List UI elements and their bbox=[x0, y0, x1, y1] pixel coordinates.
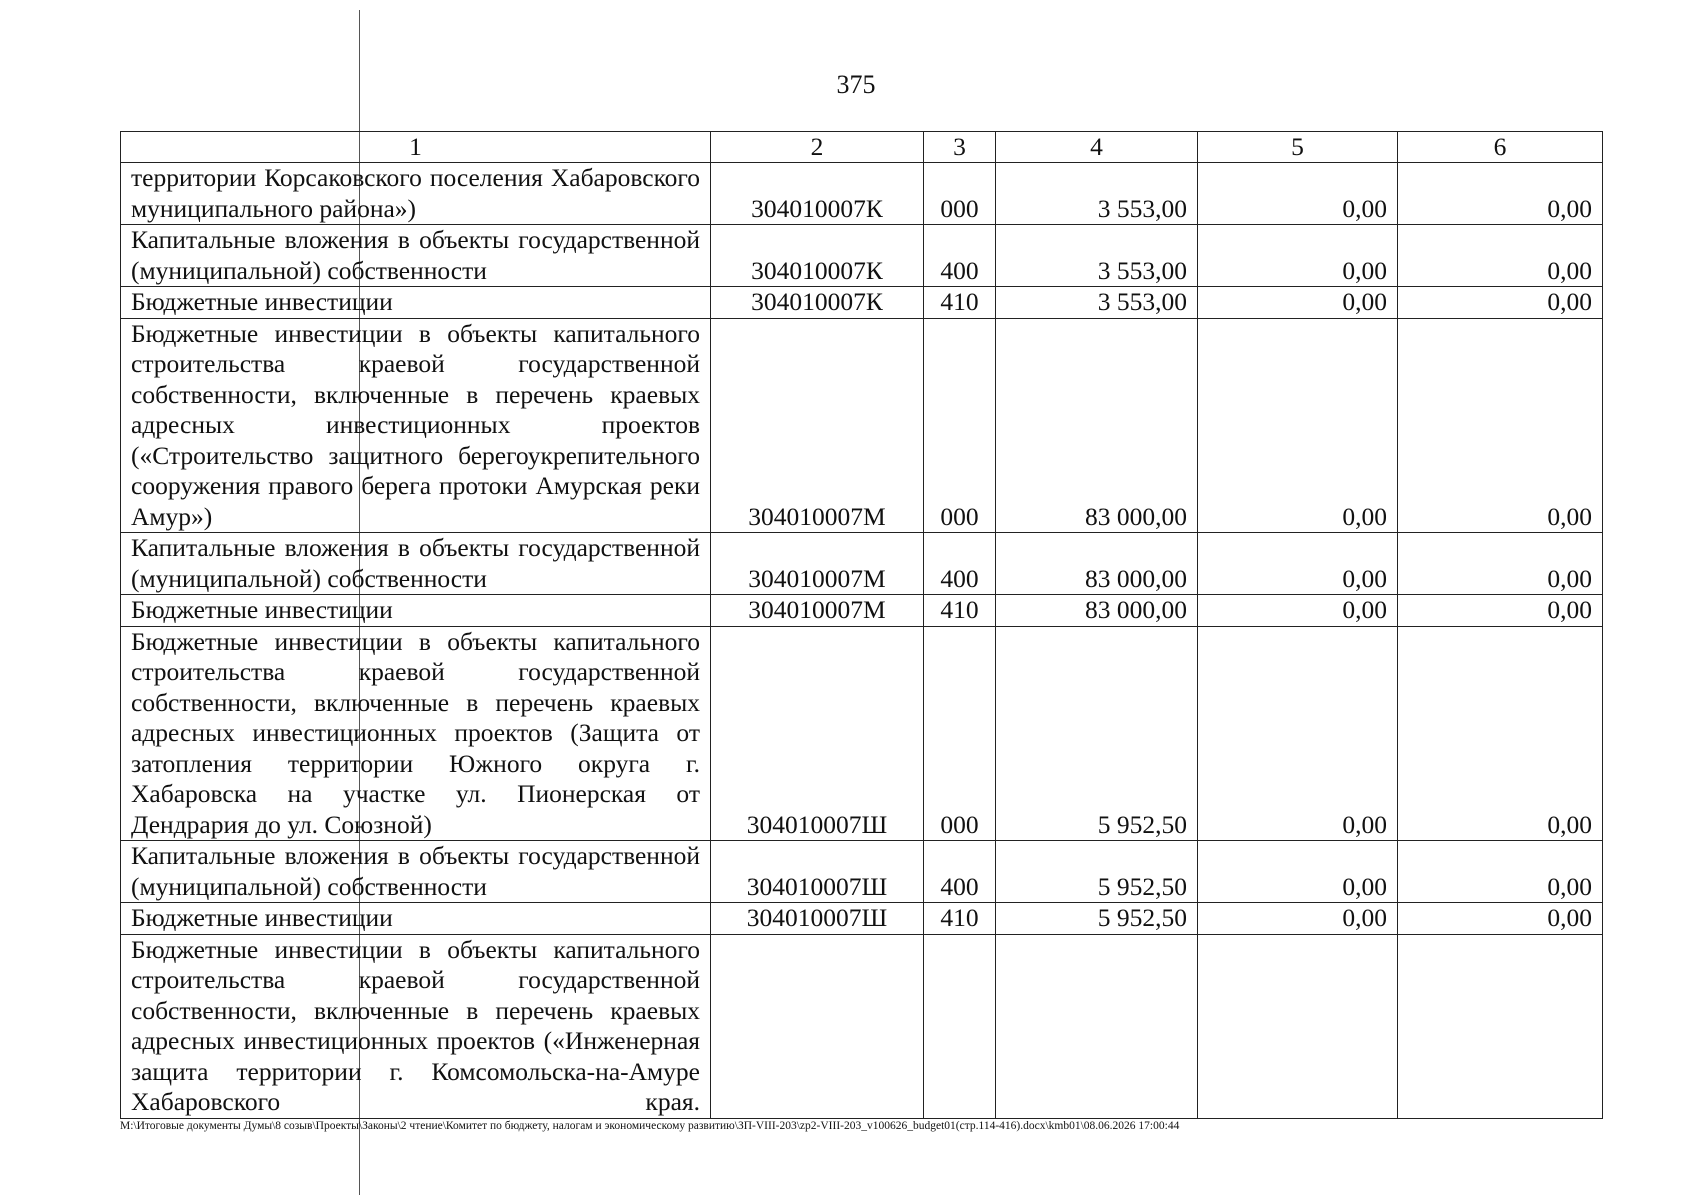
column-header-4: 4 bbox=[996, 132, 1198, 163]
row-expense-type: 410 bbox=[924, 595, 996, 627]
column-header-5: 5 bbox=[1198, 132, 1398, 163]
row-description: Бюджетные инвестиции bbox=[121, 903, 711, 935]
row-amount-5 bbox=[1198, 934, 1398, 1118]
row-amount-5: 0,00 bbox=[1198, 626, 1398, 841]
column-header-3: 3 bbox=[924, 132, 996, 163]
page-number: 375 bbox=[836, 70, 876, 99]
row-target-code: 304010007Ш bbox=[711, 626, 924, 841]
table-row bbox=[121, 903, 1603, 935]
table-row bbox=[121, 533, 1603, 595]
table-row bbox=[121, 841, 1603, 903]
table-row bbox=[121, 163, 1603, 225]
row-description: Капитальные вложения в объекты государственной (муниципальной) собственности bbox=[121, 841, 711, 903]
column-header-6: 6 bbox=[1398, 132, 1603, 163]
row-target-code: 304010007Ш bbox=[711, 903, 924, 935]
row-expense-type: 400 bbox=[924, 533, 996, 595]
row-amount-5: 0,00 bbox=[1198, 318, 1398, 533]
row-description: Бюджетные инвестиции в объекты капитального строительства краевой государственной собственности, включенные в перечень краевых адресных инвестиционных проектов («Строительство защитного берегоукрепительного сооружения правого берега протоки Амурская реки Амур») bbox=[121, 318, 711, 533]
row-description: Бюджетные инвестиции в объекты капитального строительства краевой государственной собственности, включенные в перечень краевых адресных инвестиционных проектов (Защита от затопления территории Южного округа г. Хабаровска на участке ул. Пионерская от Дендрария до ул. Союзной) bbox=[121, 626, 711, 841]
row-expense-type: 400 bbox=[924, 225, 996, 287]
table-row bbox=[121, 318, 1603, 533]
row-target-code: 304010007К bbox=[711, 225, 924, 287]
table-row bbox=[121, 626, 1603, 841]
row-amount-5: 0,00 bbox=[1198, 287, 1398, 319]
row-amount-4: 83 000,00 bbox=[996, 318, 1198, 533]
row-expense-type: 000 bbox=[924, 626, 996, 841]
row-amount-6: 0,00 bbox=[1398, 533, 1603, 595]
row-amount-4: 5 952,50 bbox=[996, 626, 1198, 841]
row-amount-5: 0,00 bbox=[1198, 595, 1398, 627]
budget-table bbox=[120, 131, 1603, 1119]
row-expense-type: 410 bbox=[924, 903, 996, 935]
row-amount-5: 0,00 bbox=[1198, 841, 1398, 903]
table-row bbox=[121, 287, 1603, 319]
row-amount-5: 0,00 bbox=[1198, 533, 1398, 595]
row-amount-5: 0,00 bbox=[1198, 163, 1398, 225]
row-amount-6: 0,00 bbox=[1398, 903, 1603, 935]
table-row bbox=[121, 934, 1603, 1118]
row-target-code: 304010007М bbox=[711, 595, 924, 627]
row-target-code: 304010007Ш bbox=[711, 841, 924, 903]
row-description: Бюджетные инвестиции bbox=[121, 287, 711, 319]
row-description: территории Корсаковского поселения Хабаровского муниципального района») bbox=[121, 163, 711, 225]
row-description: Бюджетные инвестиции в объекты капитального строительства краевой государственной собственности, включенные в перечень краевых адресных инвестиционных проектов («Инженерная защита территории г. Комсомольска-на-Амуре Хабаровского края. bbox=[121, 934, 711, 1118]
row-expense-type: 400 bbox=[924, 841, 996, 903]
row-target-code: 304010007К bbox=[711, 287, 924, 319]
row-target-code: 304010007К bbox=[711, 163, 924, 225]
row-expense-type: 410 bbox=[924, 287, 996, 319]
row-amount-5: 0,00 bbox=[1198, 225, 1398, 287]
row-description: Капитальные вложения в объекты государственной (муниципальной) собственности bbox=[121, 225, 711, 287]
row-amount-6: 0,00 bbox=[1398, 287, 1603, 319]
row-amount-5: 0,00 bbox=[1198, 903, 1398, 935]
row-amount-4: 3 553,00 bbox=[996, 163, 1198, 225]
row-description: Бюджетные инвестиции bbox=[121, 595, 711, 627]
row-amount-4: 3 553,00 bbox=[996, 225, 1198, 287]
table-row bbox=[121, 225, 1603, 287]
column-header-2: 2 bbox=[711, 132, 924, 163]
row-amount-6: 0,00 bbox=[1398, 841, 1603, 903]
row-amount-6: 0,00 bbox=[1398, 225, 1603, 287]
row-amount-6: 0,00 bbox=[1398, 626, 1603, 841]
column-header-1: 1 bbox=[121, 132, 711, 163]
row-amount-4: 83 000,00 bbox=[996, 533, 1198, 595]
row-expense-type bbox=[924, 934, 996, 1118]
table-row bbox=[121, 595, 1603, 627]
row-amount-4: 5 952,50 bbox=[996, 841, 1198, 903]
row-expense-type: 000 bbox=[924, 318, 996, 533]
file-path-footer: M:\Итоговые документы Думы\8 созыв\Проекты\Законы\2 чтение\Комитет по бюджету, налогам и экономическому развитию\ЗП-VIII-203\zp2-VIII-203_v100626_budget01(стр.114-416).docx\kmb01\08.06.2026 17:00:44 bbox=[120, 1120, 1180, 1132]
row-amount-4: 83 000,00 bbox=[996, 595, 1198, 627]
row-amount-4: 3 553,00 bbox=[996, 287, 1198, 319]
row-expense-type: 000 bbox=[924, 163, 996, 225]
row-target-code bbox=[711, 934, 924, 1118]
row-amount-6: 0,00 bbox=[1398, 163, 1603, 225]
row-description: Капитальные вложения в объекты государственной (муниципальной) собственности bbox=[121, 533, 711, 595]
row-amount-4: 5 952,50 bbox=[996, 903, 1198, 935]
row-amount-6: 0,00 bbox=[1398, 318, 1603, 533]
row-amount-6 bbox=[1398, 934, 1603, 1118]
row-target-code: 304010007М bbox=[711, 533, 924, 595]
row-amount-6: 0,00 bbox=[1398, 595, 1603, 627]
row-target-code: 304010007М bbox=[711, 318, 924, 533]
header-row bbox=[121, 132, 1603, 163]
row-amount-4 bbox=[996, 934, 1198, 1118]
